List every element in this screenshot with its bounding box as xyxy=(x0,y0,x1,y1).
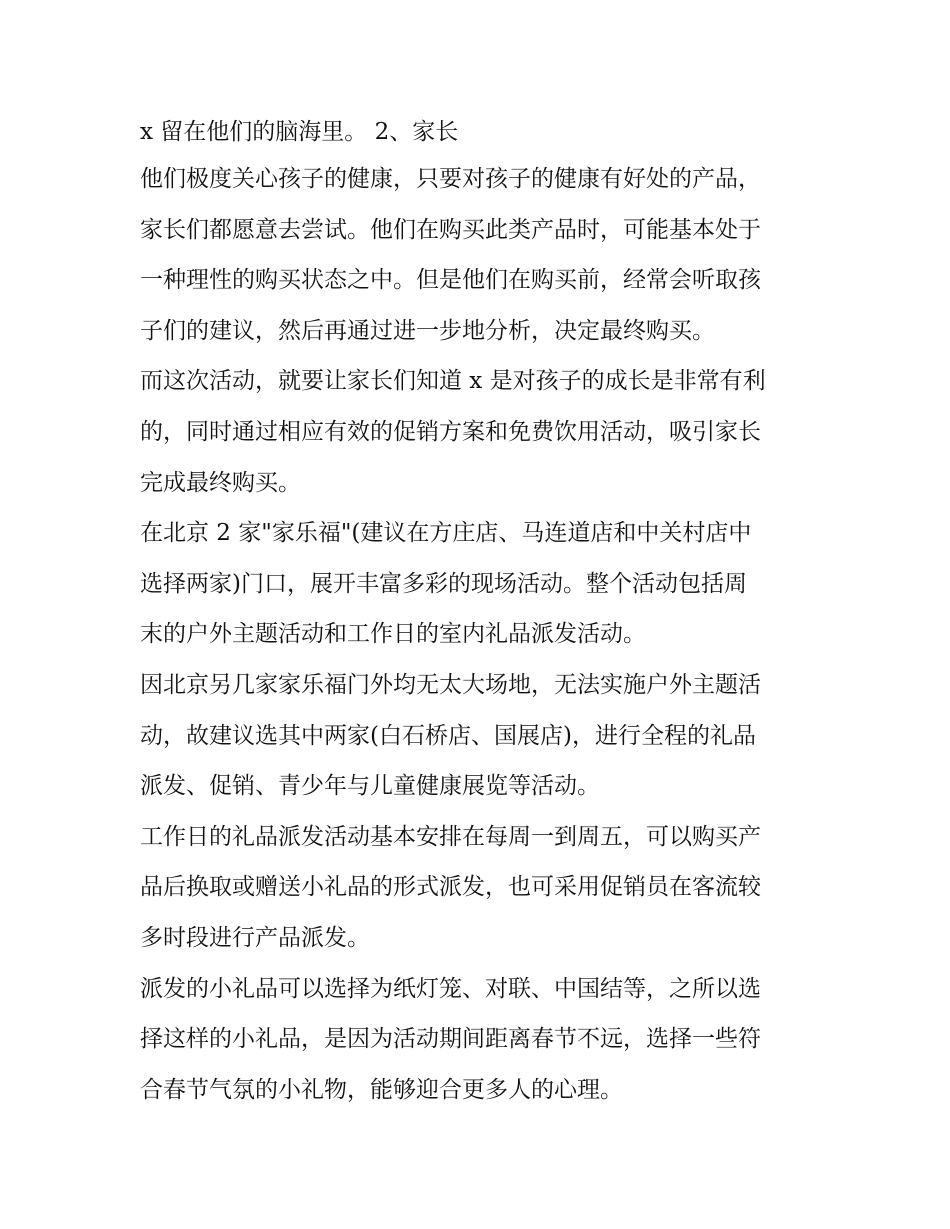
paragraph xyxy=(140,812,820,964)
document-body xyxy=(140,110,820,1115)
paragraph xyxy=(140,508,820,660)
text-line: 择这样的小礼品，是因为活动期间距离春节不远，选择一些符 xyxy=(140,1026,761,1053)
paragraph xyxy=(140,154,820,356)
paragraph xyxy=(140,964,820,1116)
text-line: 派发、促销、青少年与儿童健康展览等活动。 xyxy=(140,773,600,800)
text-line: 因北京另几家家乐福门外均无太大场地，无法实施户外主题活 xyxy=(140,671,761,698)
text-line: 而这次活动，就要让家长们知道 x 是对孩子的成长是非常有利 xyxy=(140,368,766,395)
paragraph xyxy=(140,110,820,154)
text-line: 的，同时通过相应有效的促销方案和免费饮用活动，吸引家长 xyxy=(140,418,761,445)
text-line: 家长们都愿意去尝试。他们在购买此类产品时，可能基本处于 xyxy=(140,216,761,243)
text-line: 他们极度关心孩子的健康，只要对孩子的健康有好处的产品， xyxy=(140,166,761,192)
text-line: 子们的建议，然后再通过进一步地分析，决定最终购买。 xyxy=(140,317,715,344)
text-line: 动，故建议选其中两家(白石桥店、国展店)，进行全程的礼品 xyxy=(140,722,756,749)
text-line: 完成最终购买。 xyxy=(140,469,301,496)
text-line: x 留在他们的脑海里。 2、家长 xyxy=(140,119,459,145)
text-line: 合春节气氛的小礼物，能够迎合更多人的心理。 xyxy=(140,1076,623,1103)
text-line: 选择两家)门口，展开丰富多彩的现场活动。整个活动包括周 xyxy=(140,570,747,597)
paragraph xyxy=(140,660,820,812)
text-line: 末的户外主题活动和工作日的室内礼品派发活动。 xyxy=(140,621,646,648)
text-line: 品后换取或赠送小礼品的形式派发，也可采用促销员在客流较 xyxy=(140,874,761,901)
text-line: 多时段进行产品派发。 xyxy=(140,924,370,951)
paragraph xyxy=(140,356,820,508)
text-line: 在北京 2 家"家乐福"(建议在方庄店、马连道店和中关村店中 xyxy=(140,520,752,547)
text-line: 一种理性的购买状态之中。但是他们在购买前，经常会听取孩 xyxy=(140,267,761,294)
text-line: 派发的小礼品可以选择为纸灯笼、对联、中国结等，之所以选 xyxy=(140,975,761,1002)
text-line: 工作日的礼品派发活动基本安排在每周一到周五，可以购买产 xyxy=(140,823,761,850)
